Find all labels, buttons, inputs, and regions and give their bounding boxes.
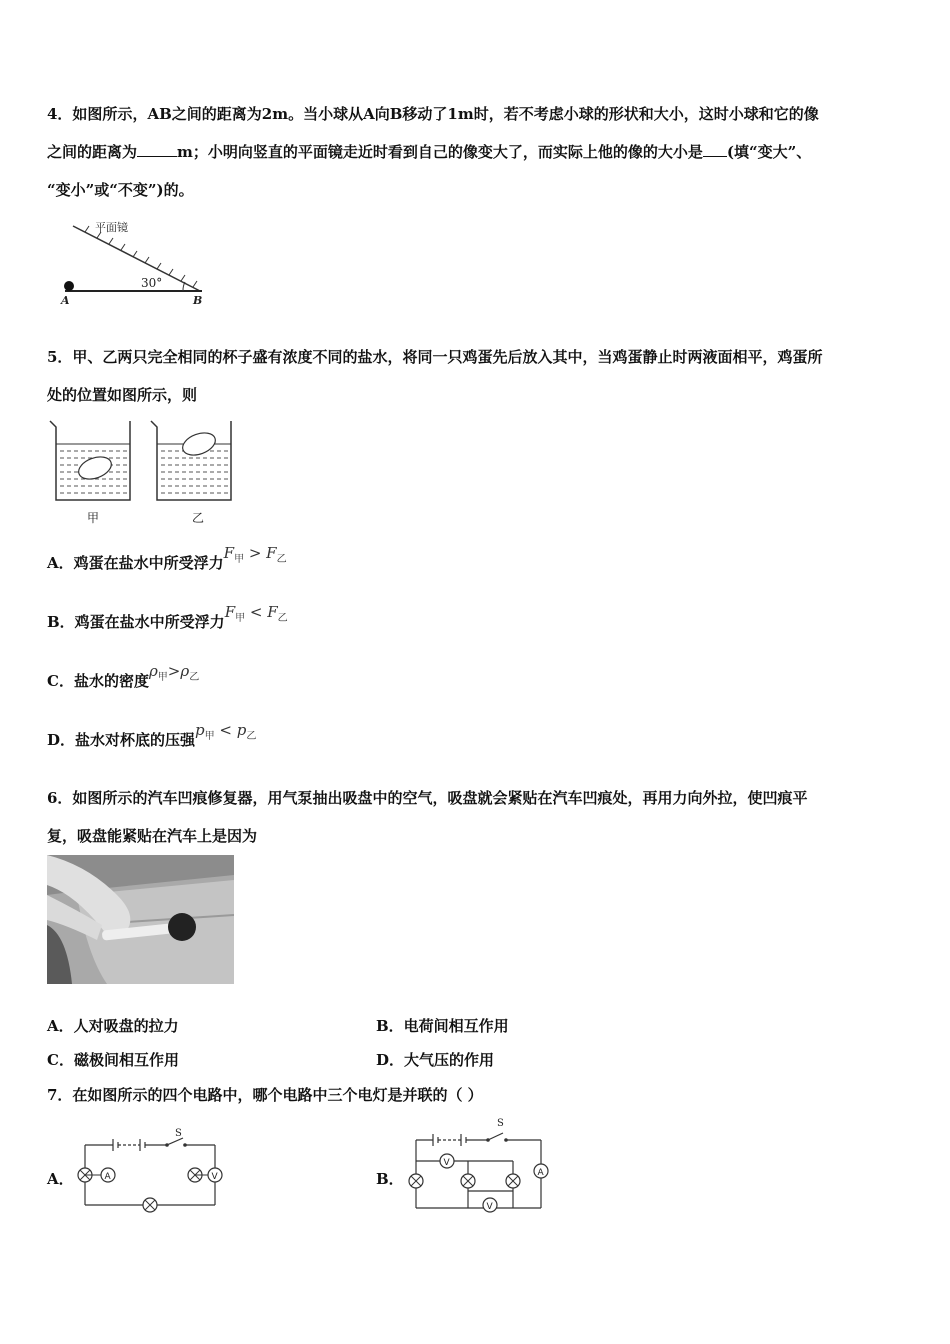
q4-line2-start: 之间的距离为 bbox=[47, 143, 138, 161]
q4-blank-distance[interactable] bbox=[137, 142, 177, 157]
label-b: B bbox=[193, 294, 203, 307]
photo-drawing bbox=[47, 855, 234, 984]
q4-mirror-figure bbox=[55, 218, 215, 310]
circuit-b-lamp-right bbox=[506, 1174, 520, 1188]
q4-line2-mid: m；小明向竖直的平面镜走近时看到自己的像变大了，而实际上他的像的大小是 bbox=[177, 143, 703, 161]
circuit-b-ammeter bbox=[534, 1164, 548, 1178]
circuit-b-lamp-middle bbox=[461, 1174, 475, 1188]
q5-option-a[interactable]: A．鸡蛋在盐水中所受浮力$F_甲 > F_乙$ bbox=[47, 544, 287, 572]
q4-line3: “变小”或“不变”)的。 bbox=[47, 181, 194, 199]
mirror-label: 平面镜 bbox=[95, 221, 128, 234]
q6-option-c[interactable]: C．磁极间相互作用 bbox=[47, 1051, 179, 1069]
q7-circuit-b bbox=[403, 1113, 558, 1223]
q7-option-b[interactable]: B． bbox=[376, 1170, 404, 1188]
q5-option-d[interactable]: D．盐水对杯底的压强$p_甲 < p_乙$ bbox=[47, 721, 257, 749]
q6-line2: 复，吸盘能紧贴在汽车上是因为 bbox=[47, 827, 258, 845]
angle-label: 30° bbox=[141, 276, 163, 290]
q7-line1: 7．在如图所示的四个电路中，哪个电路中三个电灯是并联的（ ） bbox=[47, 1086, 483, 1104]
q6-option-a[interactable]: A．人对吸盘的拉力 bbox=[47, 1017, 179, 1035]
q4-line2-end: (填“变大”、 bbox=[726, 143, 812, 161]
ball bbox=[64, 281, 74, 291]
label-a: A bbox=[61, 294, 70, 307]
q6-option-d[interactable]: D．大气压的作用 bbox=[376, 1051, 495, 1069]
q5-option-a-formula: $F_甲 > F_乙$ bbox=[223, 544, 287, 565]
q4-line2 bbox=[47, 141, 811, 162]
cup-jia-label: 甲 bbox=[87, 511, 100, 525]
q6-option-b[interactable]: B．电荷间相互作用 bbox=[376, 1017, 509, 1035]
svg-text:V: V bbox=[211, 1172, 218, 1182]
circuit-b-voltmeter-bottom bbox=[483, 1198, 497, 1212]
q6-line1: 6．如图所示的汽车凹痕修复器，用气泵抽出吸盘中的空气，吸盘就会紧贴在汽车凹痕处，再用力向外拉，使凹痕平 bbox=[47, 789, 808, 807]
q5-option-b-formula: $F_甲 < F_乙$ bbox=[224, 603, 288, 624]
circuit-b-voltmeter-top bbox=[440, 1154, 454, 1168]
circuit-a-switch-label: S bbox=[175, 1128, 182, 1139]
cup-yi bbox=[151, 421, 231, 525]
q5-option-b[interactable]: B．鸡蛋在盐水中所受浮力$F_甲 < F_乙$ bbox=[47, 603, 288, 631]
svg-text:V: V bbox=[443, 1158, 450, 1168]
circuit-b-lamp-left bbox=[409, 1174, 423, 1188]
q5-line2: 处的位置如图所示，则 bbox=[47, 386, 198, 404]
dent-repair-photo bbox=[47, 855, 234, 984]
q5-cups-figure bbox=[47, 418, 247, 530]
svg-text:V: V bbox=[486, 1202, 493, 1212]
q4-line1: 4．如图所示，AB之间的距离为2m。当小球从A向B移动了1m时，若不考虑小球的形状和大小，这时小球和它的像 bbox=[47, 105, 819, 123]
cup-jia bbox=[50, 421, 130, 525]
egg-yi bbox=[180, 429, 219, 459]
q5-option-c[interactable]: C．盐水的密度$\rho_甲>\rho_乙$ bbox=[47, 662, 200, 690]
q5-line1: 5．甲、乙两只完全相同的杯子盛有浓度不同的盐水，将同一只鸡蛋先后放入其中，当鸡蛋静止时两液面相平，鸡蛋所 bbox=[47, 348, 823, 366]
angle-arc bbox=[183, 282, 185, 291]
circuit-a-lamp-bottom bbox=[143, 1198, 157, 1212]
svg-text:A: A bbox=[537, 1168, 544, 1178]
q5-option-c-formula: $\rho_甲>\rho_乙$ bbox=[148, 662, 200, 683]
cup-yi-label: 乙 bbox=[192, 511, 205, 525]
q7-option-a[interactable]: A． bbox=[47, 1170, 74, 1188]
q4-blank-size[interactable] bbox=[703, 142, 727, 157]
mirror-line bbox=[73, 226, 200, 291]
q5-option-d-formula: $p_甲 < p_乙$ bbox=[195, 721, 257, 742]
q7-circuit-a bbox=[75, 1125, 235, 1217]
svg-text:A: A bbox=[104, 1172, 111, 1182]
circuit-b-switch-label: S bbox=[497, 1118, 504, 1129]
